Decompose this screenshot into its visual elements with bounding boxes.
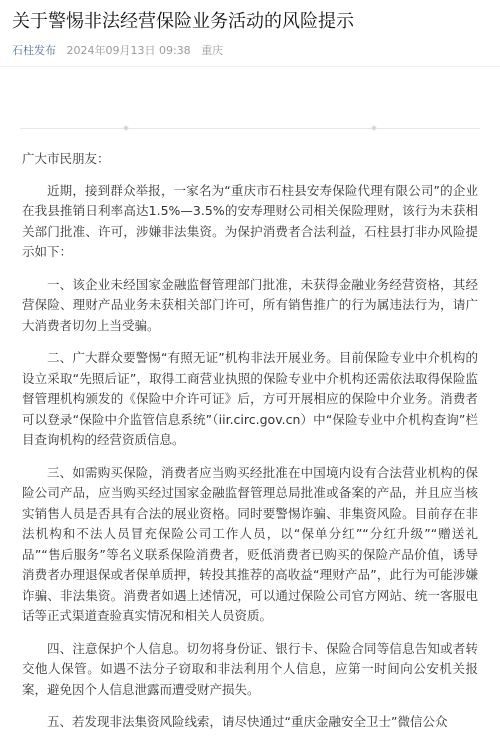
letter-intro: 近期，接到群众举报，一家名为“重庆市石柱县安寿保险代理有限公司”的企业在我县推销日利率高达1.5%—3.5%的安寿理财公司相关保险理财，该行为未获相关部门批准、许可，涉嫌非法集资。为保护消费者合法利益，石柱县打非办风险提示如下： — [22, 182, 478, 259]
article-title: 关于警惕非法经营保险业务活动的风险提示 — [12, 11, 354, 32]
divider-ornament-icon — [371, 125, 377, 131]
letter-content — [22, 149, 478, 745]
article-source[interactable]: 石柱发布 — [12, 44, 56, 57]
letter-point-4: 四、注意保护个人信息。切勿将身份证、银行卡、保险合同等信息告知或者转交他人保管。如遇不法分子窃取和非法利用个人信息，应第一时间向公安机关报案，避免因个人信息泄露而遭受财产损失。 — [22, 640, 478, 697]
article-meta — [12, 43, 230, 59]
article-location: 重庆 — [201, 44, 224, 57]
letter-greeting: 广大市民朋友： — [22, 151, 110, 166]
letter-point-3: 三、如需购买保险，消费者应当购买经批准在中国境内设有合法营业机构的保险公司产品，应当购买经过国家金融监督管理总局批准或备案的产品，并且应当核实销售人员是否具有合法的展业资格。同时要警惕诈骗、非集资风险。目前存在非法机构和不法人员冒充保险公司工作人员，以“保单分红”“分红升级”“赠送礼品”“售后服务”等名义联系保险消费者，贬低消费者已购买的保险产品价值，诱导消费者办理退保或者保单质押，转投其推荐的高收益“理财产品”，此行为可能涉嫌诈骗、非法集资。消费者如遇上述情况，可以通过保险公司官方网站、统一客服电话等正式渠道查验真实情况和相关人员资质。 — [22, 464, 478, 623]
divider-ornament-icon — [123, 125, 129, 131]
article-date: 2024年09月13日 09:38 — [66, 44, 191, 57]
decorative-divider — [20, 128, 480, 130]
letter-point-2: 二、广大群众要警惕“有照无证”机构非法开展业务。目前保险专业中介机构的设立采取“先照后证”，取得工商营业执照的保险专业中介机构还需依法取得保险监督管理机构颁发的《保险中介许可证》后，方可开展相应的保险中介业务。消费者可以登录“保险中介监管信息系统”（iir.circ.gov.cn）中“保险专业中介机构查询”栏目查询机构的经营资质信息。 — [22, 350, 478, 447]
article-body — [0, 67, 500, 729]
letter-point-1: 一、该企业未经国家金融监督管理部门批准，未获得金融业务经营资格，其经营保险、理财产品业务未获相关部门许可，所有销售推广的行为属违法行为，请广大消费者切勿上当受骗。 — [22, 276, 478, 333]
letter-point-5: 五、若发现非法集资风险线索，请尽快通过“重庆金融安全卫士”微信公众 — [47, 714, 448, 729]
